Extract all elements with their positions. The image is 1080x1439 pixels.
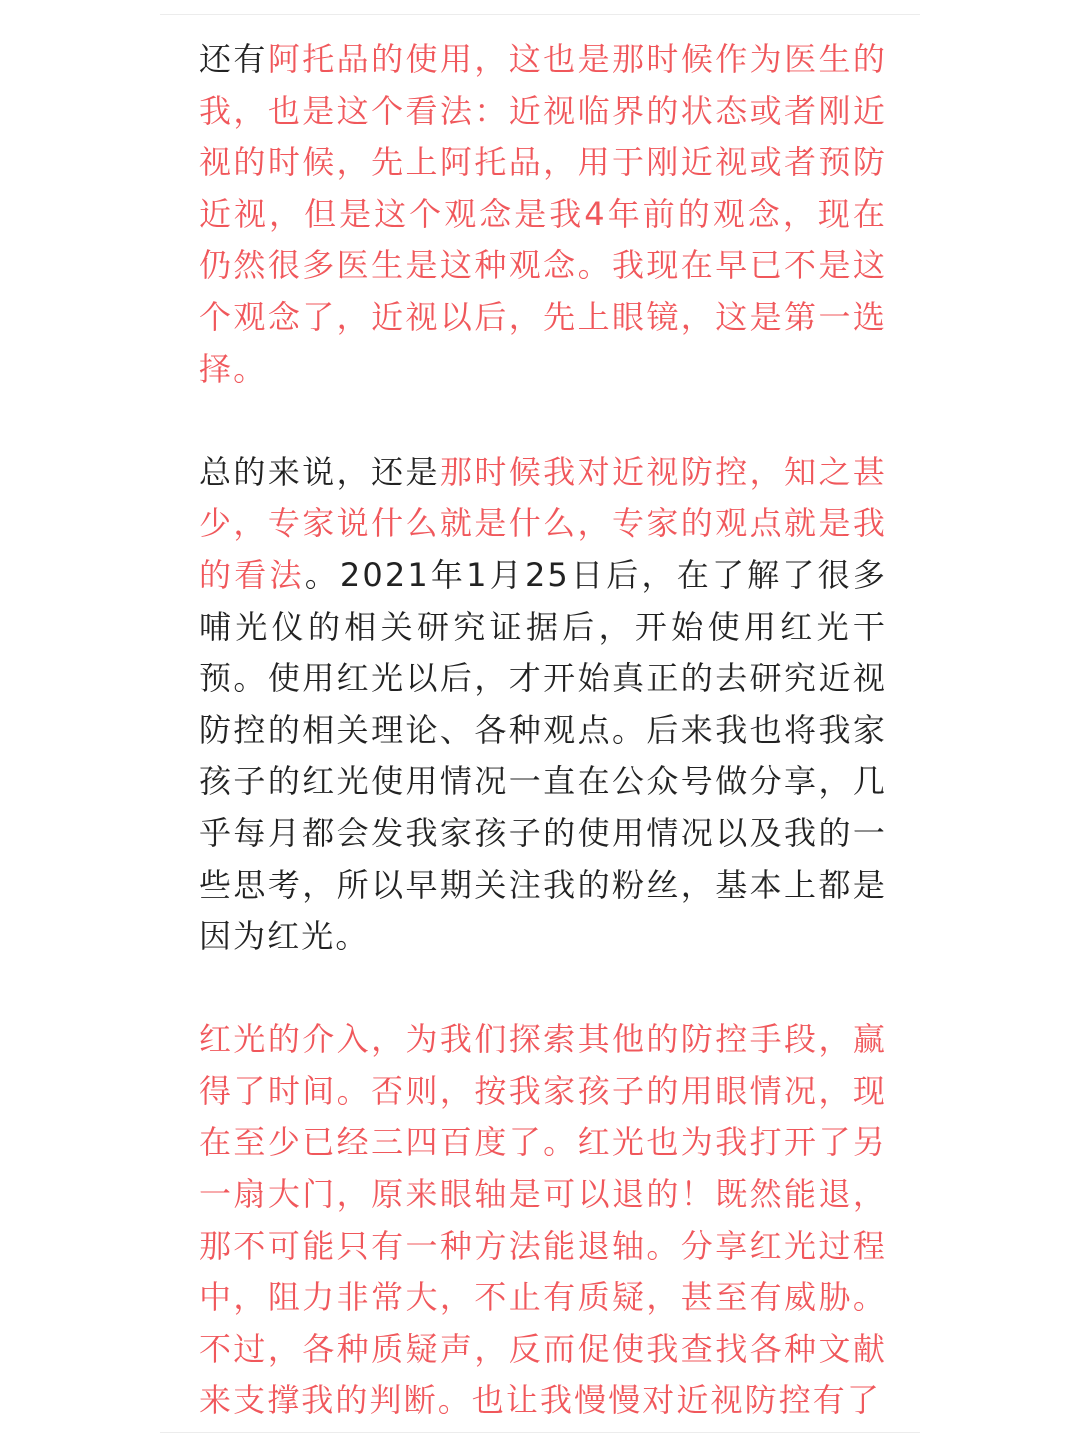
paragraph-text: 还有 bbox=[199, 40, 268, 78]
paragraph-red-light bbox=[199, 1014, 887, 1427]
paragraph-summary bbox=[199, 447, 887, 963]
top-divider bbox=[160, 14, 920, 15]
highlighted-text: 那时候我对近视防控，知之甚少，专家说什么就是什么，专家的观点就是我的看法 bbox=[199, 452, 887, 594]
paragraph-text: 。2021年1月25日后，在了解了很多哺光仪的相关研究证据后，开始使用红光干预。使用红光以后，才开始真正的去研究近视防控的相关理论、各种观点。后来我也将我家孩子的红光使用情况一直在公众号做分享，几乎每月都会发我家孩子的使用情况以及我的一些思考，所以早期关注我的粉丝，基本上都是因为红光。 bbox=[199, 555, 887, 956]
highlighted-text: 红光的介入，为我们探索其他的防控手段，赢得了时间。否则，按我家孩子的用眼情况，现在至少已经三四百度了。红光也为我打开了另一扇大门，原来眼轴是可以退的！既然能退，那不可能只有一种方法能退轴。分享红光过程中，阻力非常大，不止有质疑，甚至有威胁。不过，各种质疑声，反而促使我查找各种文献来支撑我的判断。也让我慢慢对近视防控有了 bbox=[199, 1020, 887, 1420]
paragraph-atropine bbox=[199, 34, 887, 395]
highlighted-text: 阿托品的使用，这也是那时候作为医生的我，也是这个看法：近视临界的状态或者刚近视的时候，先上阿托品，用于刚近视或者预防近视，但是这个观念是我4年前的观念，现在仍然很多医生是这种观念。我现在早已不是这个观念了，近视以后，先上眼镜，这是第一选择。 bbox=[199, 40, 887, 388]
article-body bbox=[199, 34, 887, 1427]
paragraph-text: 总的来说，还是 bbox=[199, 452, 440, 491]
bottom-divider bbox=[160, 1432, 920, 1433]
